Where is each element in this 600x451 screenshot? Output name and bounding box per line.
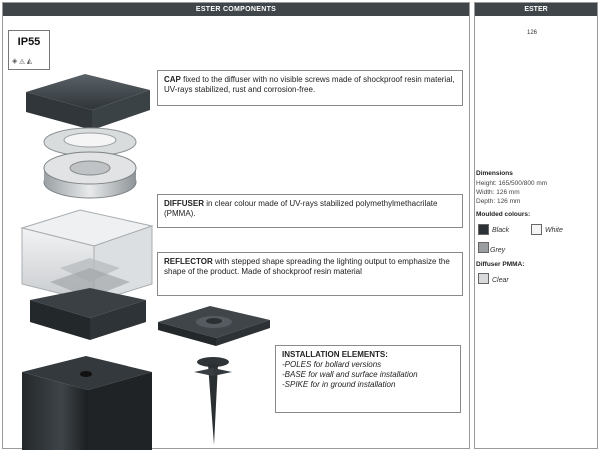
ip-rating-label: IP55: [17, 36, 41, 48]
reflector-base-component: [30, 288, 146, 340]
reflector-callout: [157, 252, 463, 296]
cap-component: [26, 74, 150, 130]
cap-title: CAP: [164, 75, 181, 84]
heatsink-component: [44, 152, 136, 198]
installation-item-spike: -SPIKE for in ground installation: [282, 380, 396, 389]
components-header: ESTER COMPONENTS: [3, 3, 469, 16]
colour-label-black: Black: [492, 227, 510, 234]
reflector-title: REFLECTOR: [164, 257, 213, 266]
installation-item-poles: -POLES for bollard versions: [282, 360, 382, 369]
moulded-colours-title: Moulded colours:: [476, 211, 531, 218]
reflector-description: with stepped shape spreading the lighting output to emphasize the shape of the product. Made of shockproof resin material: [164, 257, 450, 276]
colour-label-grey: Grey: [490, 247, 506, 254]
diffuser-pmma-title: Diffuser PMMA:: [476, 261, 525, 268]
dimensions-title: Dimensions: [476, 170, 513, 177]
colour-swatch-grey: [478, 242, 489, 253]
certification-icons: ◈◬◭: [12, 58, 35, 65]
diffuser-title: DIFFUSER: [164, 199, 204, 208]
colour-label-clear: Clear: [492, 277, 509, 284]
installation-title: INSTALLATION ELEMENTS:: [282, 350, 388, 359]
dimension-depth: Depth: 126 mm: [476, 198, 521, 205]
wall-base-component: [158, 306, 270, 346]
installation-callout: [275, 345, 461, 413]
colour-swatch-white: [531, 224, 542, 235]
spike-component: [194, 357, 232, 445]
colour-label-white: White: [545, 227, 563, 234]
pole-component: [22, 356, 152, 450]
colour-swatch-clear: [478, 273, 489, 284]
product-header: ESTER: [475, 3, 597, 16]
cap-description: fixed to the diffuser with no visible screws made of shockproof resin material, UV-rays stabilized, rust and corrosion-free.: [164, 75, 455, 94]
cap-callout: [157, 70, 463, 106]
dimension-height: Height: 165/500/800 mm: [476, 180, 548, 187]
diffuser-description: in clear colour made of UV-rays stabilized polymethylmethacrilate (PMMA).: [164, 199, 438, 218]
photo-dimension-label: 126: [527, 30, 538, 36]
diffuser-component: [22, 210, 152, 302]
dimension-width: Width: 126 mm: [476, 189, 520, 196]
diffuser-callout: [157, 194, 463, 228]
colour-swatch-black: [478, 224, 489, 235]
installation-item-base: -BASE for wall and surface installation: [282, 370, 418, 379]
